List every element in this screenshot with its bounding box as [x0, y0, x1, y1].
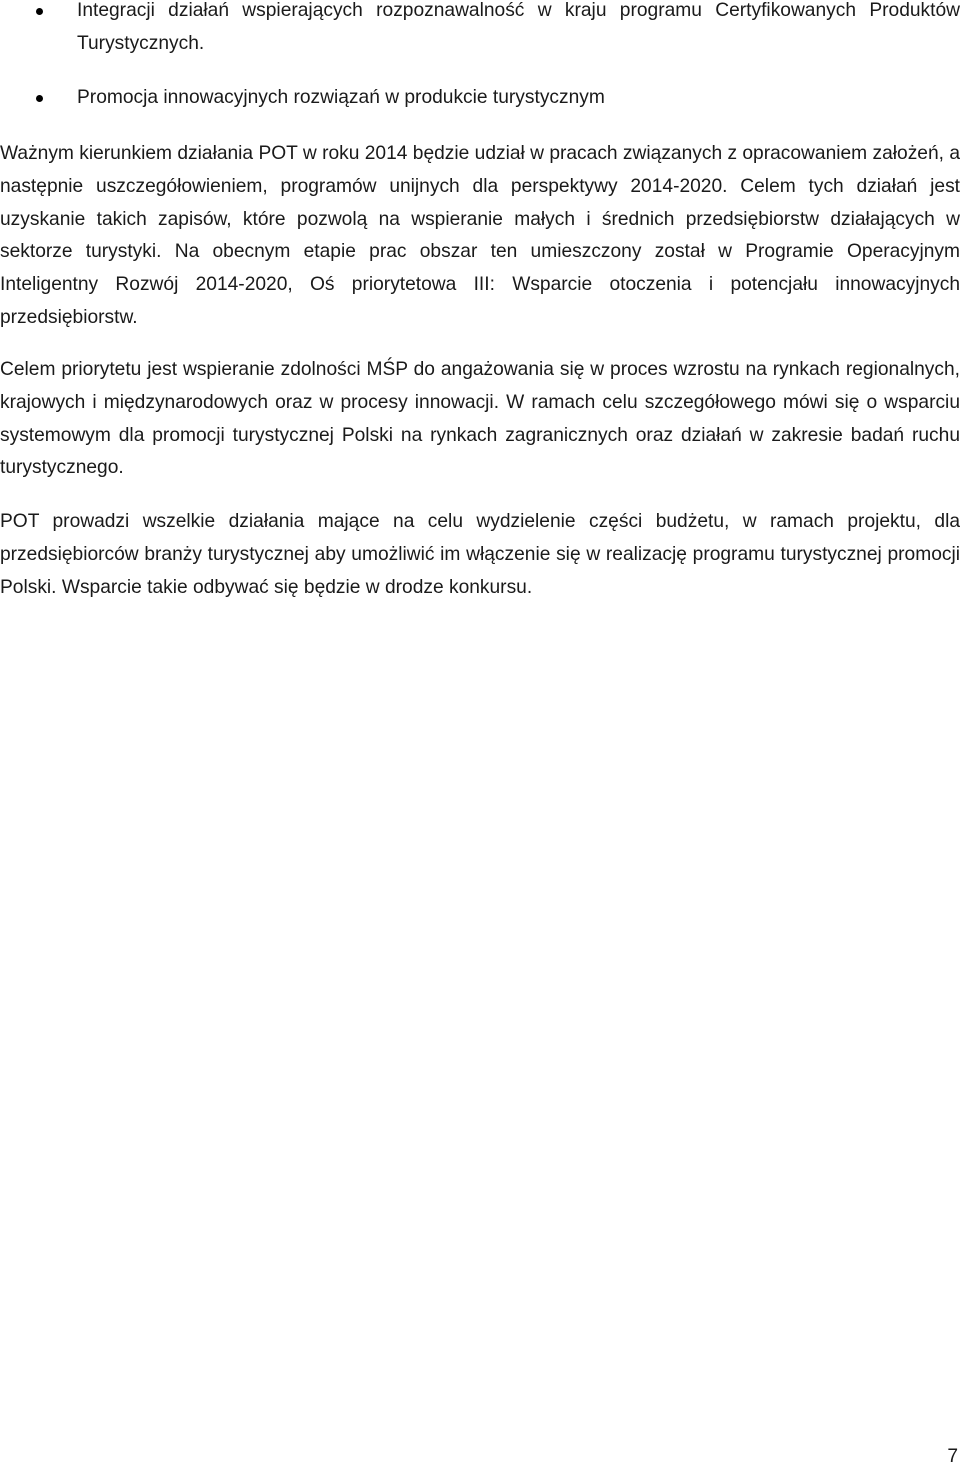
page-number: 7 — [947, 1446, 958, 1467]
bullet-item — [0, 82, 960, 115]
bullet-text: Integracji działań wspierających rozpoznawalność w kraju programu Certyfikowanych Produktów Turystycznych. — [77, 0, 960, 54]
paragraph: Celem priorytetu jest wspieranie zdolności MŚP do angażowania się w proces wzrostu na rynkach regionalnych, krajowych i międzynarodowych oraz w procesy innowacji. W ramach celu szczegółowego mówi się o wsparciu systemowym dla promocji turystycznej Polski na rynkach zagranicznych oraz działań w zakresie badań ruchu turystycznego. — [0, 359, 960, 479]
bullet-text: Promocja innowacyjnych rozwiązań w produkcie turystycznym — [77, 86, 605, 108]
bullet-dot-icon — [36, 8, 43, 15]
paragraph: Ważnym kierunkiem działania POT w roku 2014 będzie udział w pracach związanych z opracowaniem założeń, a następnie uszczegółowieniem, programów unijnych dla perspektywy 2014-2020. Celem tych działań jest uzyskanie takich zapisów, które pozwolą na wspieranie małych i średnich przedsiębiorstw działających w sektorze turystyki. Na obecnym etapie prac obszar ten umieszczony został w Programie Operacyjnym Inteligentny Rozwój 2014-2020, Oś priorytetowa III: Wsparcie otoczenia i potencjału innowacyjnych przedsiębiorstw. — [0, 143, 960, 328]
bullet-dot-icon — [36, 95, 43, 102]
bullet-list — [0, 0, 960, 135]
paragraph: POT prowadzi wszelkie działania mające na celu wydzielenie części budżetu, w ramach projektu, dla przedsiębiorców branży turystycznej aby umożliwić im włączenie się w realizację programu turystycznej promocji Polski. Wsparcie takie odbywać się będzie w drodze konkursu. — [0, 511, 960, 598]
bullet-item — [0, 0, 960, 61]
